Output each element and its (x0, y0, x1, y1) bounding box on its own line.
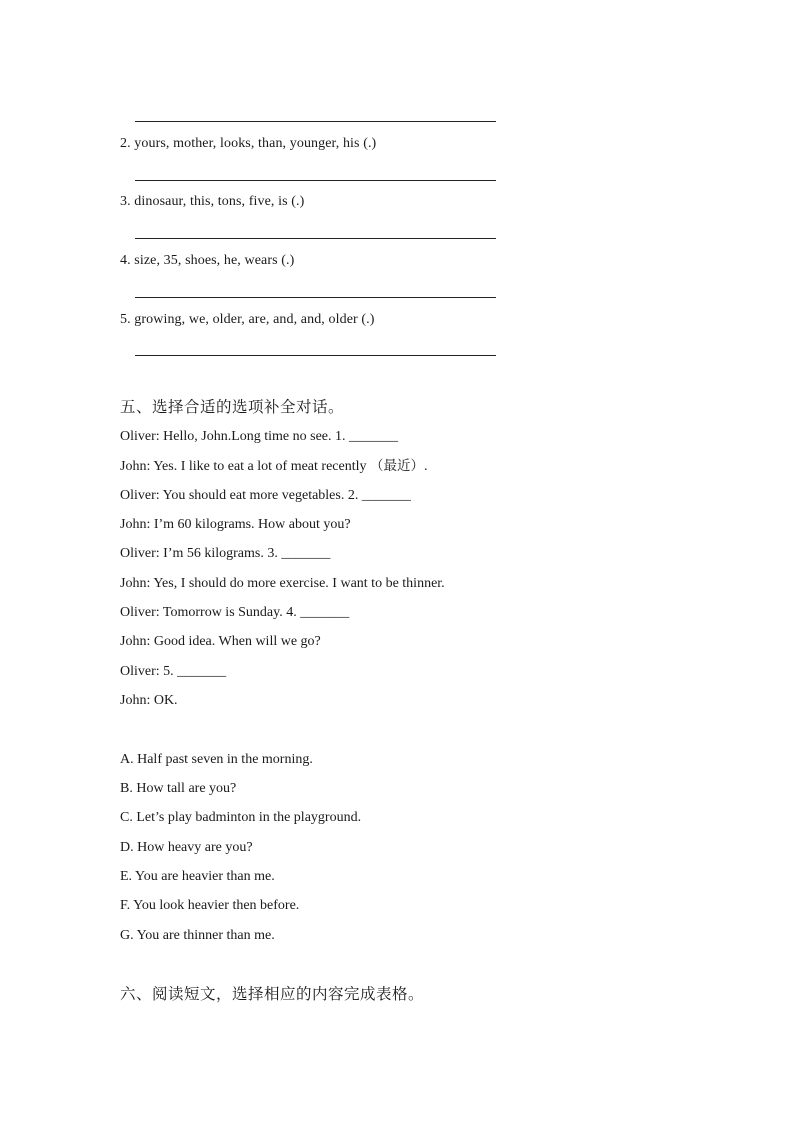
option-e: E. You are heavier than me. (120, 869, 275, 884)
dialogue-line-6: John: Yes, I should do more exercise. I want to be thinner. (120, 576, 445, 591)
dialogue-line-3: Oliver: You should eat more vegetables. 2. _______ (120, 488, 411, 503)
dialogue-line-1: Oliver: Hello, John.Long time no see. 1. _______ (120, 429, 399, 444)
dialogue-line-2-text: John: Yes. I like to eat a lot of meat recently (120, 459, 370, 474)
option-b: B. How tall are you? (120, 781, 237, 796)
ordering-item-3: 3. dinosaur, this, tons, five, is (.) (120, 194, 305, 209)
dialogue-line-2 (120, 457, 428, 476)
dialogue-line-7: Oliver: Tomorrow is Sunday. 4. _______ (120, 605, 350, 620)
option-f: F. You look heavier then before. (120, 898, 300, 913)
dialogue-line-8: John: Good idea. When will we go? (120, 634, 321, 649)
ordering-item-2: 2. yours, mother, looks, than, younger, his (.) (120, 136, 377, 151)
answer-line-1 (135, 121, 496, 122)
dialogue-line-10: John: OK. (120, 693, 178, 708)
answer-line-3 (135, 238, 496, 239)
answer-line-2 (135, 180, 496, 181)
dialogue-line-2-cn: （最近） (370, 458, 424, 474)
section-6-heading: 六、阅读短文，选择相应的内容完成表格。 (120, 985, 425, 1003)
option-c: C. Let’s play badminton in the playground. (120, 810, 362, 825)
dialogue-line-9: Oliver: 5. _______ (120, 664, 227, 679)
dialogue-line-4: John: I’m 60 kilograms. How about you? (120, 517, 351, 532)
ordering-item-5: 5. growing, we, older, are, and, and, older (.) (120, 312, 375, 327)
section-5-heading: 五、选择合适的选项补全对话。 (120, 398, 345, 416)
option-a: A. Half past seven in the morning. (120, 752, 313, 767)
answer-line-5 (135, 355, 496, 356)
option-d: D. How heavy are you? (120, 840, 253, 855)
dialogue-line-5: Oliver: I’m 56 kilograms. 3. _______ (120, 546, 331, 561)
option-g: G. You are thinner than me. (120, 928, 275, 943)
answer-line-4 (135, 297, 496, 298)
dialogue-line-2-end: . (424, 459, 428, 474)
ordering-item-4: 4. size, 35, shoes, he, wears (.) (120, 253, 295, 268)
